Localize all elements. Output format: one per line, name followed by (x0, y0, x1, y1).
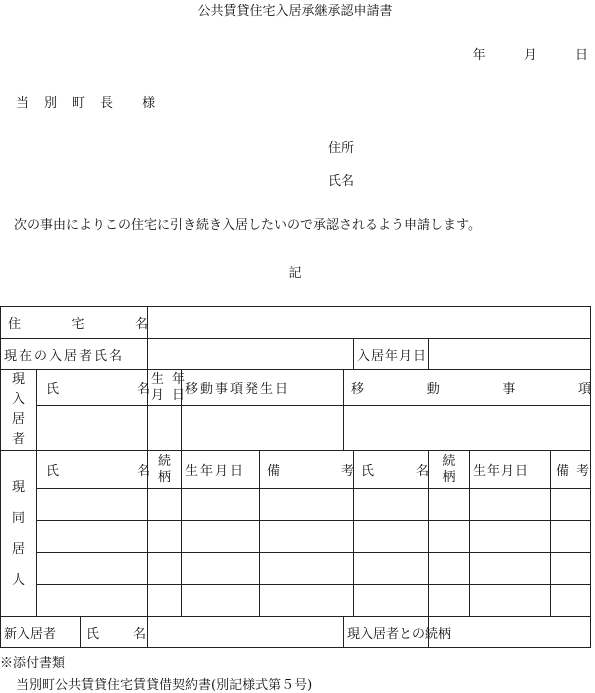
ki-heading: 記 (288, 266, 302, 281)
change-date-header: 移動事項発生日 (182, 370, 344, 406)
resident-birth-header: 生年 月日 (148, 370, 182, 406)
resident-name-field[interactable] (37, 406, 148, 451)
date-line (473, 44, 588, 63)
move-in-date-label: 入居年月日 (354, 339, 429, 370)
current-resident-name-label: 現在の入居者氏名 (1, 339, 148, 370)
table-row (1, 553, 591, 585)
relation-to-current-label: 現入居者との続柄 (344, 617, 429, 648)
row-cohabitant-header (1, 451, 591, 489)
new-resident-name-label: 氏 名 (81, 617, 148, 648)
resident-name-header: 氏 名 (37, 370, 148, 406)
row-current-resident (1, 339, 591, 370)
date-year: 年 (472, 48, 486, 63)
cohabitant-name-header-left: 氏 名 (37, 451, 148, 489)
change-date-field[interactable] (182, 406, 344, 451)
cohabitant-name-header-right: 氏 名 (354, 451, 429, 489)
table-row (1, 521, 591, 553)
change-item-header: 移 動 事 項 (344, 370, 591, 406)
new-resident-label: 新入居者 (1, 617, 81, 648)
document-title: 公共賃貸住宅入居承継承認申請書 (197, 4, 393, 19)
addressee-town: 当別町長 (16, 96, 129, 111)
cohabitant-remarks-header-right: 備 考 (551, 451, 591, 489)
cohabitant-birthdate-header-right: 生年月日 (470, 451, 551, 489)
change-item-field[interactable] (344, 406, 591, 451)
row-resident-header (1, 370, 591, 406)
application-table (0, 306, 591, 648)
current-resident-name-field[interactable] (148, 339, 354, 370)
cohabitant-relation-header-right: 続 柄 (429, 451, 470, 489)
name-label: 氏名 (328, 174, 355, 189)
addressee (16, 92, 155, 111)
relation-to-current-field[interactable] (429, 617, 591, 648)
addressee-honorific: 様 (142, 96, 156, 111)
attachments-heading: ※添付書類 (0, 656, 66, 671)
move-in-date-field[interactable] (429, 339, 591, 370)
row-resident-data (1, 406, 591, 451)
cohabitant-relation-header-left: 続 柄 (148, 451, 182, 489)
housing-name-label: 住 宅 名 (1, 307, 148, 339)
resident-birth-field[interactable] (148, 406, 182, 451)
row-new-resident (1, 617, 591, 648)
table-row (1, 585, 591, 617)
current-resident-side-label: 現 入 居 者 (1, 370, 37, 451)
table-row (1, 489, 591, 521)
cohabitants-side-label: 現 同 居 人 (1, 451, 37, 617)
cohabitant-birthdate-header-left: 生年月日 (182, 451, 260, 489)
date-day: 日 (574, 48, 588, 63)
attachments-item: 当別町公共賃貸住宅賃貸借契約書(別記様式第５号) (16, 678, 313, 693)
new-resident-name-field[interactable] (148, 617, 344, 648)
date-month: 月 (523, 48, 537, 63)
housing-name-field[interactable] (148, 307, 591, 339)
cohabitant-remarks-header-left: 備 考 (260, 451, 354, 489)
address-label: 住所 (328, 141, 355, 156)
request-statement: 次の事由によりこの住宅に引き続き入居したいので承認されるよう申請します。 (14, 218, 481, 233)
row-housing-name (1, 307, 591, 339)
